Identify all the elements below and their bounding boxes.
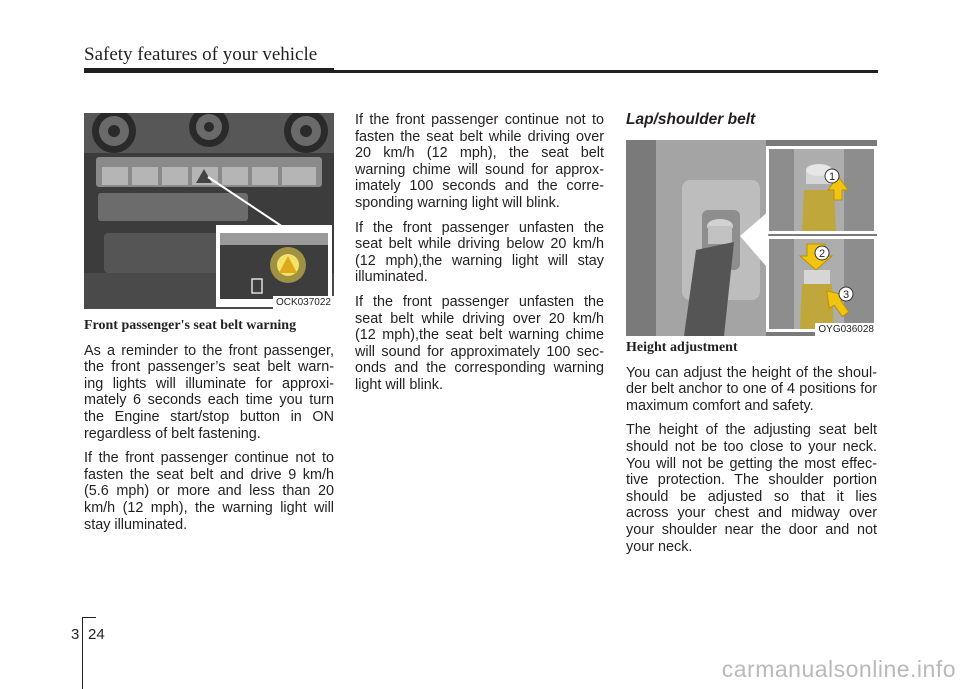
page-header-title: Safety features of your vehicle [84,44,318,65]
belt-adjuster-illustration [626,140,877,336]
body-paragraph: If the front passenger unfasten the seat belt while driving over 20 km/h (12 mph),the seat belt warning chime will sound for approximately 100 sec-onds and the corresponding warning light will blink. [355,293,604,393]
body-paragraph: If the front passenger unfasten the seat belt while driving below 20 km/h (12 mph),the warning light will stay illuminated. [355,219,604,286]
subheading: Height adjustment [626,340,738,355]
body-paragraph: If the front passenger continue not to fasten the seat belt while driving over 20 km/h (12 mph), the seat belt warning chime will sound for approx-imately 100 seconds and the corre-sponding warning light will blink. [355,112,604,211]
section-title: Lap/shoulder belt [626,111,756,128]
watermark: carmanualsonline.info [721,656,956,682]
body-paragraph: If the front passenger continue not to fasten the seat belt and drive 9 km/h (5.6 mph) or more and less than 20 km/h (12 mph), the warning light will stay illuminated. [84,450,334,533]
body-paragraph: The height of the adjusting seat belt should not be too close to your neck. You will not be getting the most effec-tive protection. The shoulder portion should be adjusted so that it lies across your chest and midway over your shoulder near the door and not your neck. [626,422,877,555]
callout-1: 1 [828,171,836,183]
figure-caption: Front passenger's seat belt warning [84,318,297,333]
footer-rule-tick [82,617,96,618]
callout-2: 2 [818,248,826,260]
figure-code-label: OYG036028 [815,323,877,336]
header-rule [84,70,878,73]
body-paragraph: As a reminder to the front passenger, the front passenger’s seat belt warn-ing lights will illuminate for approxi-mately 6 seconds each time you turn the Engine start/stop button in ON regardless of belt fastening. [84,342,334,442]
dashboard-illustration [84,113,334,309]
figure-code-label: OCK037022 [273,296,334,309]
column-left [84,318,334,541]
footer-rule [82,617,83,689]
page-number: 24 [88,626,105,643]
dashboard-warning-light-figure [84,113,334,309]
column-middle [355,112,604,402]
body-paragraph: You can adjust the height of the shoul-der belt anchor to one of 4 positions for maximum comfort and safety. [626,364,877,414]
callout-3: 3 [842,289,850,301]
chapter-number: 3 [71,626,80,643]
belt-height-adjuster-figure [626,140,877,336]
column-right [626,340,877,563]
